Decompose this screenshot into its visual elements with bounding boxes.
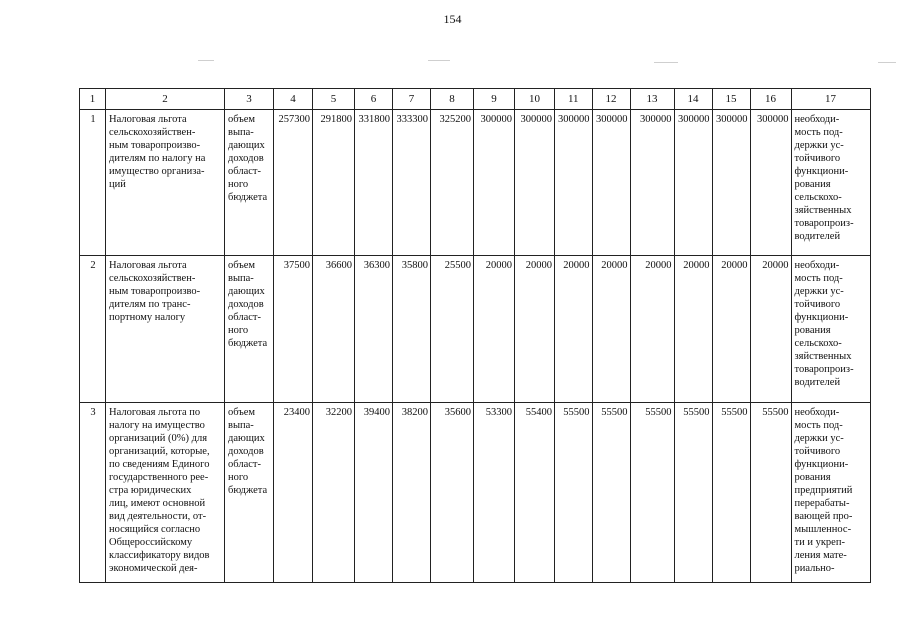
justification: [791, 256, 870, 403]
header-cell: 10: [515, 89, 555, 110]
benefit-name: [106, 110, 225, 256]
benefit-name-line: организаций (0%) для: [109, 433, 208, 444]
value-cell: 55500: [630, 403, 674, 583]
revenue-source-line: выпа-: [228, 127, 254, 138]
value-cell: 300000: [474, 110, 515, 256]
justification-line: сельскохо-: [794, 192, 842, 203]
value-cell: 20000: [592, 256, 630, 403]
justification-line: функциони-: [794, 459, 849, 470]
value-cell: 36300: [355, 256, 393, 403]
header-cell: 16: [750, 89, 791, 110]
justification-line: риально-: [794, 563, 835, 574]
revenue-source: [225, 110, 274, 256]
revenue-source-line: объем: [228, 260, 256, 271]
value-cell: 55500: [555, 403, 593, 583]
value-cell: 36600: [313, 256, 355, 403]
row-index: 2: [80, 256, 106, 403]
value-cell: 35800: [393, 256, 431, 403]
revenue-source-line: бюджета: [228, 192, 268, 203]
justification-line: предприятий: [794, 485, 853, 496]
revenue-source-line: област-: [228, 312, 261, 323]
justification-line: мышленнос-: [794, 524, 852, 535]
header-cell: 14: [674, 89, 712, 110]
value-cell: 55400: [515, 403, 555, 583]
benefit-name-line: ным товаропроизво-: [109, 140, 201, 151]
justification-line: товаропроиз-: [794, 364, 854, 375]
revenue-source-line: бюджета: [228, 338, 268, 349]
revenue-source-line: бюджета: [228, 485, 268, 496]
value-cell: 20000: [474, 256, 515, 403]
table-row: [80, 256, 871, 403]
value-cell: 20000: [515, 256, 555, 403]
benefit-name-line: налогу на имущество: [109, 420, 205, 431]
justification-line: рования: [794, 325, 831, 336]
value-cell: 331800: [355, 110, 393, 256]
value-cell: 25500: [431, 256, 474, 403]
value-cell: 38200: [393, 403, 431, 583]
header-cell: 8: [431, 89, 474, 110]
revenue-source-line: доходов: [228, 446, 264, 457]
benefit-name-line: Налоговая льгота: [109, 114, 187, 125]
justification-line: мость под-: [794, 127, 843, 138]
revenue-source-line: дающих: [228, 433, 265, 444]
row-index: 1: [80, 110, 106, 256]
benefit-name-line: по сведениям Единого: [109, 459, 210, 470]
justification-line: необходи-: [794, 260, 840, 271]
benefit-name-line: дителям по налогу на: [109, 153, 206, 164]
justification: [791, 403, 870, 583]
benefit-name-line: стра юридических: [109, 485, 192, 496]
value-cell: 37500: [274, 256, 313, 403]
benefit-name-line: ций: [109, 179, 126, 190]
header-cell: 11: [555, 89, 593, 110]
benefit-name-line: государственного рее-: [109, 472, 209, 483]
revenue-source-line: дающих: [228, 286, 265, 297]
justification-line: товаропроиз-: [794, 218, 854, 229]
value-cell: 55500: [592, 403, 630, 583]
justification-line: вающей про-: [794, 511, 853, 522]
header-cell: 4: [274, 89, 313, 110]
benefit-name-line: сельскохозяйствен-: [109, 273, 196, 284]
justification-line: зяйственных: [794, 205, 852, 216]
value-cell: 300000: [555, 110, 593, 256]
benefit-name-line: классификатору видов: [109, 550, 210, 561]
benefit-name-line: носящийся согласно: [109, 524, 201, 535]
value-cell: 39400: [355, 403, 393, 583]
revenue-source-line: ного: [228, 472, 249, 483]
revenue-source-line: выпа-: [228, 420, 254, 431]
benefit-name: [106, 403, 225, 583]
value-cell: 300000: [630, 110, 674, 256]
justification-line: мость под-: [794, 273, 843, 284]
value-cell: 300000: [674, 110, 712, 256]
justification-line: мость под-: [794, 420, 843, 431]
justification-line: функциони-: [794, 312, 849, 323]
justification-line: держки ус-: [794, 286, 844, 297]
value-cell: 55500: [674, 403, 712, 583]
value-cell: 291800: [313, 110, 355, 256]
table-row: [80, 403, 871, 583]
justification-line: водителей: [794, 377, 841, 388]
value-cell: 300000: [515, 110, 555, 256]
table-header-row: [80, 89, 871, 110]
value-cell: 20000: [674, 256, 712, 403]
revenue-source-line: объем: [228, 407, 256, 418]
justification-line: тойчивого: [794, 446, 841, 457]
header-cell: 7: [393, 89, 431, 110]
value-cell: 35600: [431, 403, 474, 583]
justification-line: необходи-: [794, 114, 840, 125]
revenue-source: [225, 403, 274, 583]
value-cell: 23400: [274, 403, 313, 583]
value-cell: 32200: [313, 403, 355, 583]
benefit-name-line: Общероссийскому: [109, 537, 193, 548]
header-cell: 17: [791, 89, 870, 110]
revenue-source-line: ного: [228, 179, 249, 190]
header-cell: 2: [106, 89, 225, 110]
page-number: 154: [443, 12, 462, 26]
scan-artifact: [198, 60, 214, 61]
value-cell: 20000: [750, 256, 791, 403]
revenue-source-line: ного: [228, 325, 249, 336]
value-cell: 333300: [393, 110, 431, 256]
benefit-name-line: сельскохозяйствен-: [109, 127, 196, 138]
value-cell: 257300: [274, 110, 313, 256]
benefit-name-line: вид деятельности, от-: [109, 511, 207, 522]
justification-line: перерабаты-: [794, 498, 850, 509]
revenue-source-line: доходов: [228, 153, 264, 164]
value-cell: 300000: [712, 110, 750, 256]
scan-artifact: [878, 62, 896, 63]
header-cell: 13: [630, 89, 674, 110]
tax-benefits-table: [79, 88, 871, 583]
revenue-source-line: област-: [228, 459, 261, 470]
header-cell: 5: [313, 89, 355, 110]
header-cell: 15: [712, 89, 750, 110]
justification-line: держки ус-: [794, 433, 844, 444]
benefit-name-line: дителям по транс-: [109, 299, 191, 310]
header-cell: 1: [80, 89, 106, 110]
justification-line: рования: [794, 179, 831, 190]
revenue-source-line: объем: [228, 114, 256, 125]
value-cell: 300000: [592, 110, 630, 256]
justification-line: водителей: [794, 231, 841, 242]
justification-line: тойчивого: [794, 299, 841, 310]
table-row: [80, 110, 871, 256]
justification-line: рования: [794, 472, 831, 483]
scan-artifact: [428, 60, 450, 61]
value-cell: 20000: [555, 256, 593, 403]
revenue-source-line: област-: [228, 166, 261, 177]
benefit-name-line: ным товаропроизво-: [109, 286, 201, 297]
justification-line: необходи-: [794, 407, 840, 418]
justification-line: тойчивого: [794, 153, 841, 164]
benefit-name-line: экономической дея-: [109, 563, 198, 574]
benefit-name-line: Налоговая льгота: [109, 260, 187, 271]
row-index: 3: [80, 403, 106, 583]
benefit-name-line: организаций, которые,: [109, 446, 210, 457]
header-cell: 6: [355, 89, 393, 110]
benefit-name: [106, 256, 225, 403]
scan-artifact: [654, 62, 678, 63]
value-cell: 300000: [750, 110, 791, 256]
benefit-name-line: портному налогу: [109, 312, 186, 323]
revenue-source-line: доходов: [228, 299, 264, 310]
justification: [791, 110, 870, 256]
header-cell: 3: [225, 89, 274, 110]
benefit-name-line: лиц, имеют основной: [109, 498, 206, 509]
revenue-source-line: дающих: [228, 140, 265, 151]
justification-line: функциони-: [794, 166, 849, 177]
value-cell: 55500: [750, 403, 791, 583]
benefit-name-line: Налоговая льгота по: [109, 407, 201, 418]
justification-line: держки ус-: [794, 140, 844, 151]
value-cell: 20000: [630, 256, 674, 403]
value-cell: 325200: [431, 110, 474, 256]
justification-line: зяйственных: [794, 351, 852, 362]
header-cell: 12: [592, 89, 630, 110]
justification-line: ти и укреп-: [794, 537, 845, 548]
benefit-name-line: имущество организа-: [109, 166, 205, 177]
justification-line: сельскохо-: [794, 338, 842, 349]
revenue-source: [225, 256, 274, 403]
value-cell: 20000: [712, 256, 750, 403]
value-cell: 55500: [712, 403, 750, 583]
justification-line: ления мате-: [794, 550, 847, 561]
revenue-source-line: выпа-: [228, 273, 254, 284]
value-cell: 53300: [474, 403, 515, 583]
header-cell: 9: [474, 89, 515, 110]
